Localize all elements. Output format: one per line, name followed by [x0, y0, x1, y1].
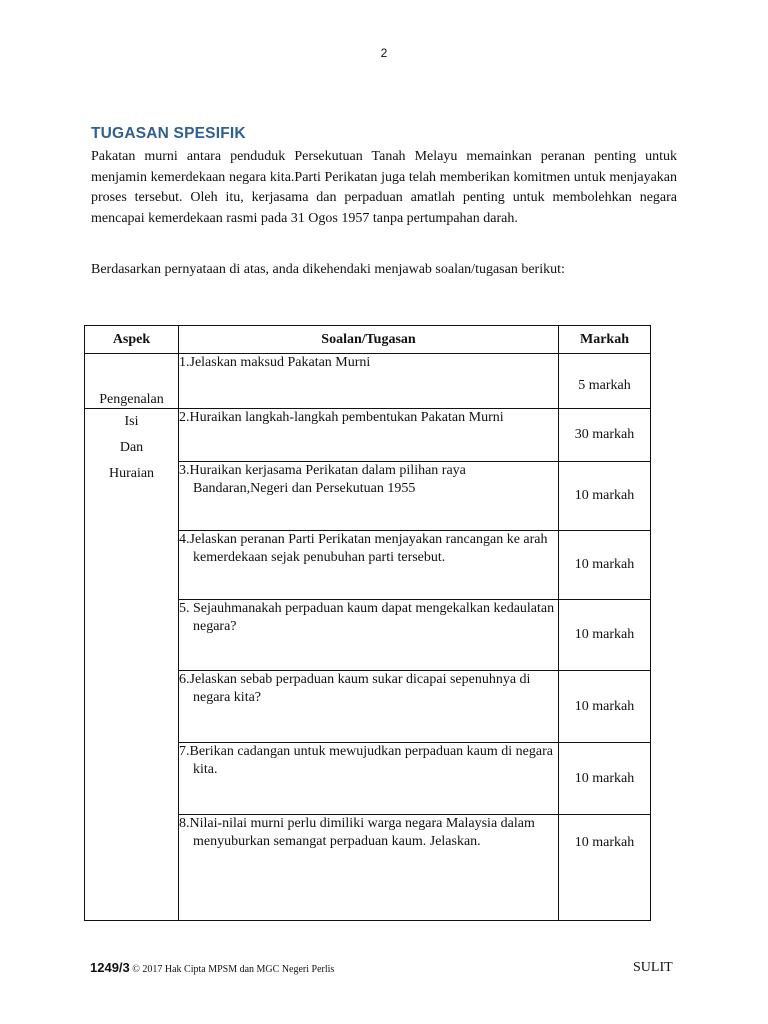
- marks-cell: 10 markah: [559, 815, 651, 921]
- table-header-row: [85, 326, 651, 354]
- question-text: 5. Sejauhmanakah perpaduan kaum dapat mengekalkan kedaulatan negara?: [179, 601, 555, 634]
- question-text: 1.Jelaskan maksud Pakatan Murni: [179, 355, 371, 370]
- aspek-isi-line: Dan: [119, 440, 144, 455]
- paper-code: 1249/3: [90, 960, 130, 975]
- question-cell: [179, 743, 559, 815]
- aspek-isi-line: Isi: [124, 414, 139, 429]
- marks-cell: 10 markah: [559, 531, 651, 600]
- table-row: [85, 354, 651, 409]
- marks-cell: 5 markah: [559, 354, 651, 409]
- question-cell: [179, 600, 559, 671]
- question-text: 4.Jelaskan peranan Parti Perikatan menjayakan rancangan ke arah kemerdekaan sejak penubuhan parti tersebut.: [179, 532, 548, 565]
- marks-cell: 10 markah: [559, 671, 651, 743]
- marks-cell: 10 markah: [559, 462, 651, 531]
- question-text: 6.Jelaskan sebab perpaduan kaum sukar dicapai sepenuhnya di negara kita?: [179, 672, 531, 705]
- header-soalan: Soalan/Tugasan: [179, 326, 559, 354]
- question-text: 2.Huraikan langkah-langkah pembentukan Pakatan Murni: [179, 410, 504, 425]
- question-cell: [179, 462, 559, 531]
- question-cell: [179, 671, 559, 743]
- question-cell: [179, 815, 559, 921]
- question-cell: [179, 409, 559, 462]
- instruction-text: Berdasarkan pernyataan di atas, anda dikehendaki menjawab soalan/tugasan berikut:: [91, 262, 565, 277]
- question-text: 3.Huraikan kerjasama Perikatan dalam pilihan raya Bandaran,Negeri dan Persekutuan 1955: [179, 463, 466, 496]
- table-row: [85, 409, 651, 462]
- classification-label: SULIT: [633, 960, 673, 975]
- marks-cell: 30 markah: [559, 409, 651, 462]
- footer-left: [90, 960, 334, 975]
- header-aspek: Aspek: [85, 326, 179, 354]
- question-cell: [179, 531, 559, 600]
- aspek-isi-huraian: [85, 409, 179, 921]
- aspek-pengenalan: Pengenalan: [85, 354, 179, 409]
- aspek-isi-line: Huraian: [108, 466, 155, 481]
- section-heading: TUGASAN SPESIFIK: [91, 125, 246, 142]
- marks-cell: 10 markah: [559, 743, 651, 815]
- header-markah: Markah: [559, 326, 651, 354]
- marks-cell: 10 markah: [559, 600, 651, 671]
- question-text: 7.Berikan cadangan untuk mewujudkan perpaduan kaum di negara kita.: [179, 744, 553, 777]
- intro-paragraph: Pakatan murni antara penduduk Persekutuan Tanah Melayu memainkan peranan penting untuk menjamin kemerdekaan negara kita.Parti Perikatan juga telah memberikan komitmen untuk menjayakan proses tersebut. Oleh itu, kerjasama dan perpaduan amatlah penting untuk membolehkan negara mencapai kemerdekaan rasmi pada 31 Ogos 1957 tanpa pertumpahan darah.: [91, 149, 677, 226]
- page-number: 2: [380, 46, 388, 60]
- copyright-text: © 2017 Hak Cipta MPSM dan MGC Negeri Perlis: [132, 964, 335, 975]
- task-table: [84, 325, 651, 921]
- question-text: 8.Nilai-nilai murni perlu dimiliki warga negara Malaysia dalam menyuburkan semangat perpaduan kaum. Jelaskan.: [179, 816, 535, 849]
- question-cell: [179, 354, 559, 409]
